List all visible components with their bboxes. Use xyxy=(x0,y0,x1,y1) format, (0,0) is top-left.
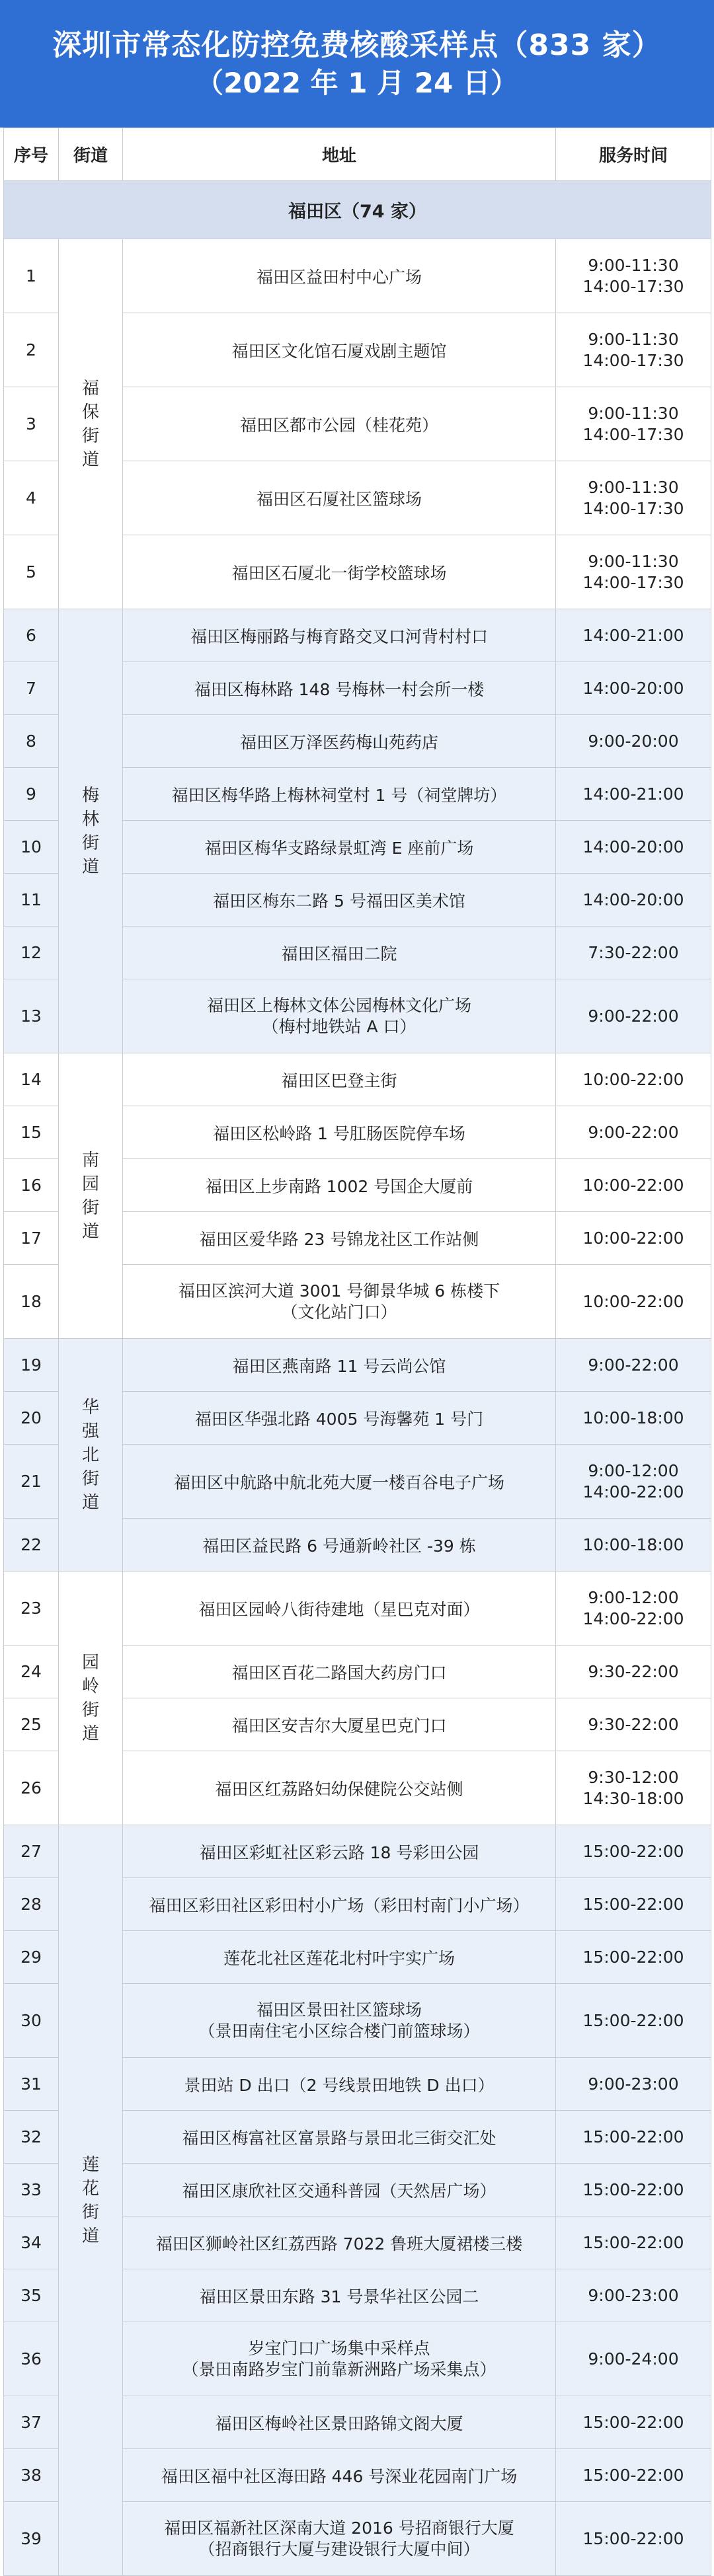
service-time-cell: 14:00-20:00 xyxy=(556,662,711,715)
service-time-cell: 9:30-12:00 14:30-18:00 xyxy=(556,1751,711,1825)
row-number: 2 xyxy=(4,313,59,387)
address-cell: 福田区益田村中心广场 xyxy=(123,239,556,313)
row-number: 16 xyxy=(4,1159,59,1212)
page-header xyxy=(0,0,714,128)
row-number: 25 xyxy=(4,1698,59,1751)
address-cell: 福田区石厦社区篮球场 xyxy=(123,461,556,535)
address-cell: 福田区中航路中航北苑大厦一楼百谷电子广场 xyxy=(123,1445,556,1519)
service-time-cell: 10:00-22:00 xyxy=(556,1212,711,1265)
address-cell: 福田区梅岭社区景田路锦文阁大厦 xyxy=(123,2396,556,2449)
service-time-cell: 9:00-22:00 xyxy=(556,1339,711,1392)
row-number: 3 xyxy=(4,387,59,461)
row-number: 35 xyxy=(4,2269,59,2322)
row-number: 20 xyxy=(4,1392,59,1445)
address-cell: 福田区福中社区海田路 446 号深业花园南门广场 xyxy=(123,2449,556,2502)
row-number: 11 xyxy=(4,874,59,927)
table-row xyxy=(4,1053,711,1106)
address-cell: 莲花北社区莲花北村叶宇实广场 xyxy=(123,1931,556,1984)
row-number: 6 xyxy=(4,609,59,662)
row-number: 4 xyxy=(4,461,59,535)
street-name: 莲 花 街 道 xyxy=(59,1825,123,2576)
address-cell: 福田区上梅林文体公园梅林文化广场 （梅村地铁站 A 口） xyxy=(123,979,556,1053)
service-time-cell: 9:00-12:00 14:00-22:00 xyxy=(556,1445,711,1519)
service-time-cell: 10:00-22:00 xyxy=(556,1053,711,1106)
street-name: 南 园 街 道 xyxy=(59,1053,123,1339)
address-cell: 福田区滨河大道 3001 号御景华城 6 栋楼下 （文化站门口） xyxy=(123,1265,556,1339)
table-row xyxy=(4,1339,711,1392)
district-row xyxy=(4,181,711,239)
table-row xyxy=(4,239,711,313)
service-time-cell: 9:00-23:00 xyxy=(556,2058,711,2111)
service-time-cell: 15:00-22:00 xyxy=(556,2449,711,2502)
sampling-table xyxy=(3,128,711,2576)
address-cell: 福田区百花二路国大药房门口 xyxy=(123,1646,556,1698)
address-cell: 景田站 D 出口（2 号线景田地铁 D 出口） xyxy=(123,2058,556,2111)
service-time-cell: 15:00-22:00 xyxy=(556,2216,711,2269)
street-name: 福 保 街 道 xyxy=(59,239,123,609)
row-number: 22 xyxy=(4,1519,59,1572)
address-cell: 福田区红荔路妇幼保健院公交站侧 xyxy=(123,1751,556,1825)
address-cell: 福田区梅丽路与梅育路交叉口河背村村口 xyxy=(123,609,556,662)
row-number: 29 xyxy=(4,1931,59,1984)
row-number: 21 xyxy=(4,1445,59,1519)
address-cell: 福田区爱华路 23 号锦龙社区工作站侧 xyxy=(123,1212,556,1265)
row-number: 27 xyxy=(4,1825,59,1878)
service-time-cell: 14:00-20:00 xyxy=(556,821,711,874)
row-number: 13 xyxy=(4,979,59,1053)
service-time-cell: 9:00-11:30 14:00-17:30 xyxy=(556,535,711,609)
table-header-row xyxy=(4,128,711,181)
address-cell: 福田区福田二院 xyxy=(123,927,556,979)
address-cell: 福田区梅富社区富景路与景田北三街交汇处 xyxy=(123,2111,556,2164)
address-cell: 福田区石厦北一街学校篮球场 xyxy=(123,535,556,609)
service-time-cell: 9:00-20:00 xyxy=(556,715,711,768)
row-number: 7 xyxy=(4,662,59,715)
service-time-cell: 10:00-22:00 xyxy=(556,1265,711,1339)
row-number: 12 xyxy=(4,927,59,979)
address-cell: 福田区梅林路 148 号梅林一村会所一楼 xyxy=(123,662,556,715)
address-cell: 岁宝门口广场集中采样点 （景田南路岁宝门前靠新洲路广场采集点） xyxy=(123,2322,556,2396)
row-number: 1 xyxy=(4,239,59,313)
service-time-cell: 15:00-22:00 xyxy=(556,2164,711,2216)
address-cell: 福田区梅华路上梅林祠堂村 1 号（祠堂牌坊） xyxy=(123,768,556,821)
service-time-cell: 9:30-22:00 xyxy=(556,1646,711,1698)
service-time-cell: 9:30-22:00 xyxy=(556,1698,711,1751)
address-cell: 福田区华强北路 4005 号海馨苑 1 号门 xyxy=(123,1392,556,1445)
table-row xyxy=(4,1825,711,1878)
row-number: 28 xyxy=(4,1878,59,1931)
address-cell: 福田区彩田社区彩田村小广场（彩田村南门小广场） xyxy=(123,1878,556,1931)
row-number: 36 xyxy=(4,2322,59,2396)
address-cell: 福田区松岭路 1 号肛肠医院停车场 xyxy=(123,1106,556,1159)
address-cell: 福田区梅东二路 5 号福田区美术馆 xyxy=(123,874,556,927)
service-time-cell: 9:00-23:00 xyxy=(556,2269,711,2322)
street-name: 梅 林 街 道 xyxy=(59,609,123,1053)
row-number: 37 xyxy=(4,2396,59,2449)
row-number: 32 xyxy=(4,2111,59,2164)
address-cell: 福田区康欣社区交通科普园（天然居广场） xyxy=(123,2164,556,2216)
address-cell: 福田区上步南路 1002 号国企大厦前 xyxy=(123,1159,556,1212)
street-name: 华 强 北 街 道 xyxy=(59,1339,123,1572)
address-cell: 福田区景田东路 31 号景华社区公园二 xyxy=(123,2269,556,2322)
address-cell: 福田区梅华支路绿景虹湾 E 座前广场 xyxy=(123,821,556,874)
address-cell: 福田区燕南路 11 号云尚公馆 xyxy=(123,1339,556,1392)
address-cell: 福田区文化馆石厦戏剧主题馆 xyxy=(123,313,556,387)
address-cell: 福田区益民路 6 号通新岭社区 -39 栋 xyxy=(123,1519,556,1572)
row-number: 5 xyxy=(4,535,59,609)
service-time-cell: 10:00-18:00 xyxy=(556,1392,711,1445)
page-title: 深圳市常态化防控免费核酸采样点（833 家） xyxy=(52,28,662,62)
row-number: 18 xyxy=(4,1265,59,1339)
row-number: 23 xyxy=(4,1572,59,1646)
service-time-cell: 14:00-20:00 xyxy=(556,874,711,927)
service-time-cell: 14:00-21:00 xyxy=(556,768,711,821)
service-time-cell: 9:00-11:30 14:00-17:30 xyxy=(556,313,711,387)
service-time-cell: 9:00-22:00 xyxy=(556,979,711,1053)
row-number: 33 xyxy=(4,2164,59,2216)
row-number: 8 xyxy=(4,715,59,768)
service-time-cell: 10:00-18:00 xyxy=(556,1519,711,1572)
address-cell: 福田区巴登主街 xyxy=(123,1053,556,1106)
address-cell: 福田区彩虹社区彩云路 18 号彩田公园 xyxy=(123,1825,556,1878)
service-time-cell: 15:00-22:00 xyxy=(556,1984,711,2058)
row-number: 38 xyxy=(4,2449,59,2502)
address-cell: 福田区狮岭社区红荔西路 7022 鲁班大厦裙楼三楼 xyxy=(123,2216,556,2269)
header-street: 街道 xyxy=(59,128,123,181)
page-date: （2022 年 1 月 24 日） xyxy=(196,66,518,99)
service-time-cell: 9:00-11:30 14:00-17:30 xyxy=(556,239,711,313)
service-time-cell: 15:00-22:00 xyxy=(556,2502,711,2576)
address-cell: 福田区万泽医药梅山苑药店 xyxy=(123,715,556,768)
street-name: 园 岭 街 道 xyxy=(59,1572,123,1825)
row-number: 17 xyxy=(4,1212,59,1265)
service-time-cell: 15:00-22:00 xyxy=(556,1931,711,1984)
row-number: 15 xyxy=(4,1106,59,1159)
address-cell: 福田区都市公园（桂花苑） xyxy=(123,387,556,461)
service-time-cell: 15:00-22:00 xyxy=(556,1878,711,1931)
service-time-cell: 9:00-11:30 14:00-17:30 xyxy=(556,387,711,461)
service-time-cell: 15:00-22:00 xyxy=(556,2111,711,2164)
service-time-cell: 15:00-22:00 xyxy=(556,1825,711,1878)
row-number: 30 xyxy=(4,1984,59,2058)
service-time-cell: 9:00-12:00 14:00-22:00 xyxy=(556,1572,711,1646)
service-time-cell: 9:00-24:00 xyxy=(556,2322,711,2396)
district-label: 福田区（74 家） xyxy=(4,181,711,239)
header-address: 地址 xyxy=(123,128,556,181)
address-cell: 福田区园岭八街待建地（星巴克对面） xyxy=(123,1572,556,1646)
row-number: 9 xyxy=(4,768,59,821)
table-row xyxy=(4,609,711,662)
service-time-cell: 14:00-21:00 xyxy=(556,609,711,662)
row-number: 14 xyxy=(4,1053,59,1106)
header-no: 序号 xyxy=(4,128,59,181)
address-cell: 福田区福新社区深南大道 2016 号招商银行大厦 （招商银行大厦与建设银行大厦中间） xyxy=(123,2502,556,2576)
service-time-cell: 7:30-22:00 xyxy=(556,927,711,979)
service-time-cell: 15:00-22:00 xyxy=(556,2396,711,2449)
row-number: 39 xyxy=(4,2502,59,2576)
table-row xyxy=(4,1572,711,1646)
row-number: 26 xyxy=(4,1751,59,1825)
row-number: 31 xyxy=(4,2058,59,2111)
row-number: 34 xyxy=(4,2216,59,2269)
service-time-cell: 9:00-22:00 xyxy=(556,1106,711,1159)
header-time: 服务时间 xyxy=(556,128,711,181)
address-cell: 福田区安吉尔大厦星巴克门口 xyxy=(123,1698,556,1751)
row-number: 24 xyxy=(4,1646,59,1698)
service-time-cell: 9:00-11:30 14:00-17:30 xyxy=(556,461,711,535)
row-number: 10 xyxy=(4,821,59,874)
service-time-cell: 10:00-22:00 xyxy=(556,1159,711,1212)
row-number: 19 xyxy=(4,1339,59,1392)
address-cell: 福田区景田社区篮球场 （景田南住宅小区综合楼门前篮球场） xyxy=(123,1984,556,2058)
